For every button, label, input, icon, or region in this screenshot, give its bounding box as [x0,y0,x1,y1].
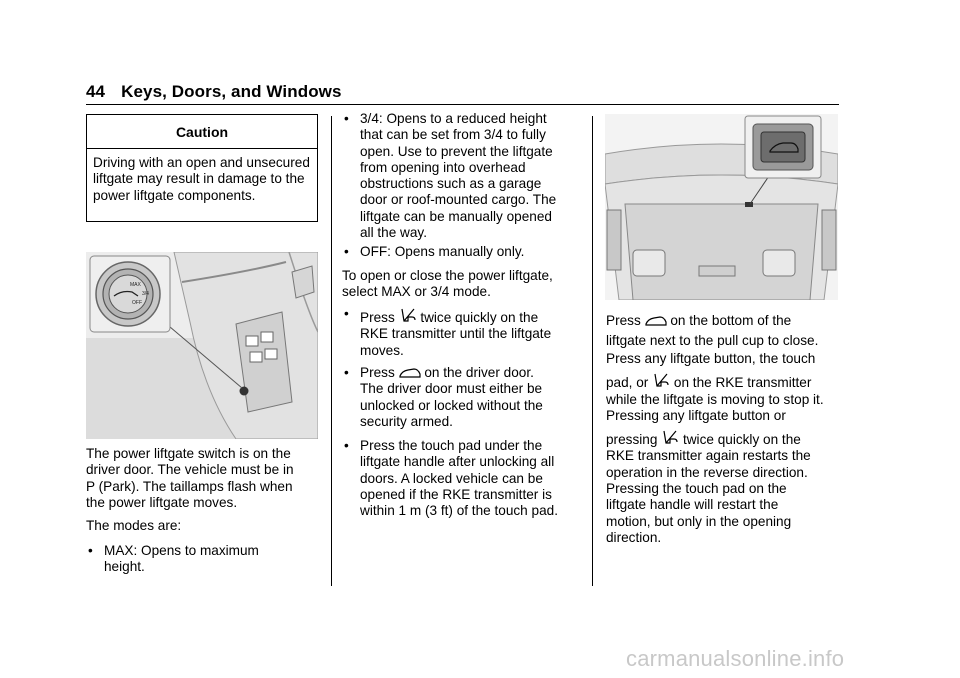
text-fragment: on the driver door. [424,365,534,380]
column-divider [331,116,332,586]
switch-intro-paragraph [86,446,326,511]
text-line: all the way. [360,225,427,241]
text-line: 3/4: Opens to a reduced height [360,111,547,126]
liftgate-illustration [605,114,838,300]
bullet-marker: • [344,365,349,380]
text-fragment: pressing [606,432,658,448]
section-title: Keys, Doors, and Windows [121,82,342,101]
text-line: OFF: Opens manually only. [360,244,525,259]
text-line: opened if the RKE transmitter is [360,486,552,502]
caution-text: Driving with an open and unsecured liftgate may result in damage to the power liftgate components. [93,155,310,203]
text-line: that can be set from 3/4 to fully [360,127,546,143]
liftgate-rke-icon [652,371,670,389]
text-line: P (Park). The taillamps flash when [86,478,293,494]
watermark: carmanualsonline.info [626,646,845,671]
header-rule [86,104,839,105]
text-line: obstructions such as a garage [360,176,542,192]
text-line: operation in the reverse direction. [606,464,808,480]
text-line: doors. A locked vehicle can be [360,470,543,486]
switch-label-off: OFF [132,300,142,306]
stop-paragraph [606,351,846,546]
text-fragment: pad, or [606,375,649,391]
bullet-marker: • [344,306,349,321]
liftgate-button-icon [399,365,421,379]
text-line: Press the touch pad under the [360,438,543,453]
text-line [360,306,588,326]
text-line [606,313,846,329]
liftgate-rke-icon [399,306,417,324]
text-line: Pressing any liftgate button or [606,407,786,423]
text-line: door or roof-mounted cargo. The [360,192,557,208]
caution-title: Caution [175,124,229,140]
text-line: driver door. The vehicle must be in [86,462,294,478]
door-switch-figure [86,252,318,439]
text-line: direction. [606,529,662,545]
text-line: liftgate handle will restart the [606,497,779,513]
page-number: 44 [86,82,106,101]
text-fragment: on the bottom of the [670,313,792,328]
text-fragment: Press [360,310,395,325]
text-line: motion, but only in the opening [606,513,792,529]
text-fragment: twice quickly on the [682,432,801,448]
bullet-touch-pad [342,438,588,519]
bullet-marker: • [344,111,349,126]
switch-label-three-quarter: 3/4 [142,291,149,297]
column-divider [592,116,593,586]
text-fragment: twice quickly on the [420,310,539,325]
text-line: the power liftgate moves. [86,494,238,510]
door-switch-illustration [86,252,318,439]
liftgate-rke-icon [661,428,679,446]
text-line: select MAX or 3/4 mode. [342,284,491,300]
text-line: Pressing the touch pad on the [606,481,787,497]
text-line: RKE transmitter until the liftgate [360,326,552,342]
text-line: RKE transmitter again restarts the [606,448,811,464]
caution-box [86,114,318,222]
text-line: unlocked or locked without the [360,397,543,413]
text-line: MAX: Opens to maximum [104,543,259,558]
text-line: moves. [360,342,404,358]
text-line: liftgate handle after unlocking all [360,454,555,470]
text-fragment: Press [360,365,395,380]
bullet-marker: • [88,543,93,558]
close-paragraph [606,313,846,350]
text-line [606,371,846,391]
liftgate-figure [605,114,838,300]
text-line: security armed. [360,413,453,429]
text-line [606,428,846,448]
text-line [360,365,588,381]
bullet-marker: • [344,244,349,259]
bullet-rke [342,306,588,359]
text-line: To open or close the power liftgate, [342,268,553,283]
bullet-marker: • [344,438,349,453]
bullet-three-quarter [342,111,588,241]
text-line: liftgate can be manually opened [360,208,552,224]
liftgate-button-icon [645,313,667,327]
bullet-driver-door [342,365,588,430]
bullet-off [342,244,588,260]
page-header [86,82,342,102]
text-line: open. Use to prevent the liftgate [360,143,553,159]
text-fragment: on the RKE transmitter [673,375,812,391]
text-line: within 1 m (3 ft) of the touch pad. [360,503,558,519]
text-line: liftgate next to the pull cup to close. [606,333,819,349]
text-fragment: Press [606,313,641,328]
text-line: The power liftgate switch is on the [86,446,291,461]
switch-label-max: MAX [130,282,141,288]
text-line: from opening into overhead [360,159,526,175]
text-line: while the liftgate is moving to stop it. [606,391,824,407]
text-line: height. [104,559,145,575]
text-line: The driver door must either be [360,381,543,397]
bullet-max [86,543,326,576]
text-line: Press any liftgate button, the touch [606,351,816,366]
modes-label: The modes are: [86,518,182,533]
select-mode-paragraph [342,268,588,301]
